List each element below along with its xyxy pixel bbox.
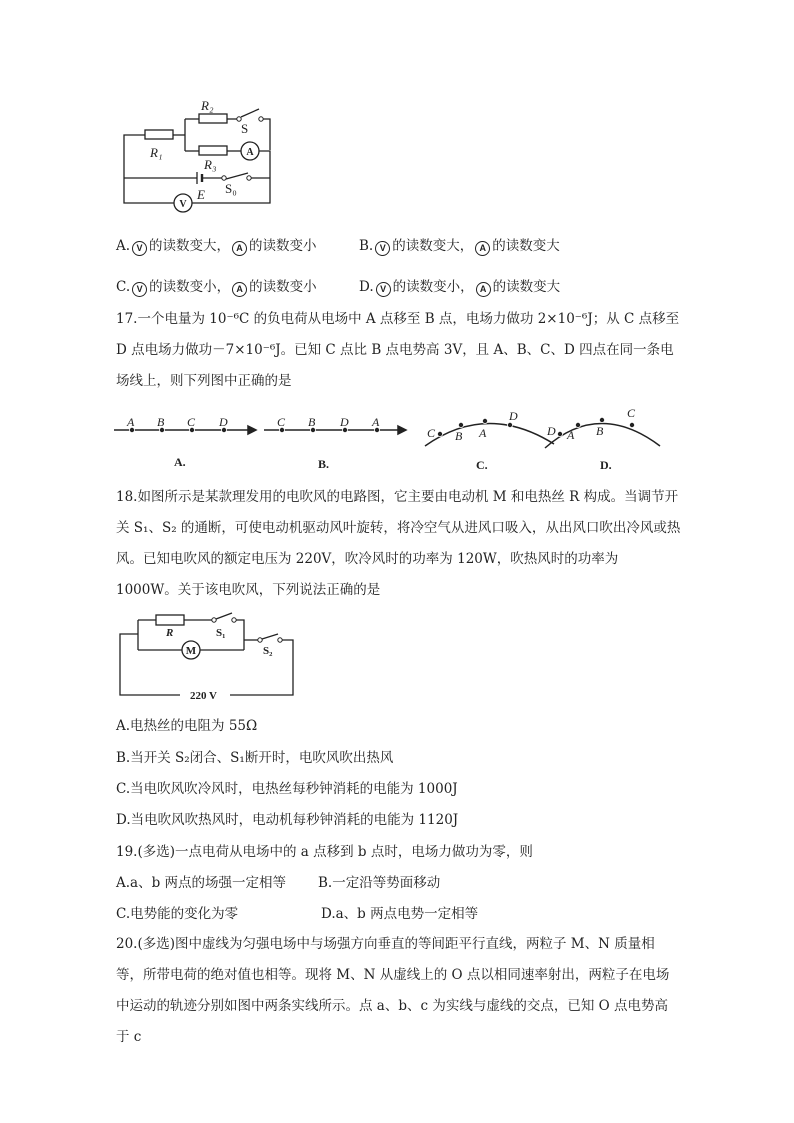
fig-c-point-3: A (479, 426, 487, 440)
label-e: E (197, 187, 205, 202)
q18-option-d: D.当电吹风吹热风时，电动机每秒钟消耗的电能为 1120J (116, 812, 459, 828)
circuit-diagram-2 (118, 612, 303, 702)
fig-c-label: C. (476, 458, 488, 472)
q17-text: 17.一个电量为 10⁻⁶C 的负电荷从电场中 A 点移至 B 点，电场力做功 2×10⁻⁶J；从 C 点移至 D 点电场力做功－7×10⁻⁶J。已知 C 点比 B 点电势高 3V，且 A、B、C、D 四点在同一条电场线上，则下列图中正确的是 (116, 311, 680, 389)
label-r1: R₁ (150, 145, 163, 160)
q16-option-b: B. V 的读数变大， A 的读数变大 (359, 238, 560, 254)
q19-option-d: D.a、b 两点电势一定相等 (321, 906, 479, 922)
ammeter-icon: A (232, 241, 247, 256)
motor-label: M (185, 645, 197, 657)
fig-b-point-1: C (277, 415, 286, 429)
label-s1: S₁ (216, 627, 226, 639)
fig-a-point-2: B (157, 415, 165, 429)
q16-option-c: C. V 的读数变小， A 的读数变小 (116, 279, 317, 295)
q19-option-b: B.一定沿等势面移动 (318, 875, 441, 891)
q18-text: 18.如图所示是某款理发用的电吹风的电路图，它主要由电动机 M 和电热丝 R 构成。当调节开关 S₁、S₂ 的通断，可使电动机驱动风叶旋转，将冷空气从进风口吸入，从出风口吹出冷风或热风。已知电吹风的额定电压为 220V，吹冷风时的功率为 120W，吹热风时的功率为 1000W。关于该电吹风，下列说法正确的是 (116, 489, 681, 598)
label-voltage: 220 V (190, 690, 217, 702)
q18-option-a: A.电热丝的电阻为 55Ω (116, 718, 258, 734)
fig-d-point-4: C (627, 406, 636, 420)
fig-a-point-4: D (219, 415, 228, 429)
label-s: S (241, 121, 249, 136)
circuit-diagram-1 (115, 95, 285, 220)
voltmeter-icon: V (132, 241, 147, 256)
resistor-r1 (145, 130, 173, 139)
q20-text: 20.(多选)图中虚线为匀强电场中与场强方向垂直的等间距平行直线，两粒子 M、N 质量相等，所带电荷的绝对值也相等。现将 M、N 从虚线上的 O 点以相同速率射出，两粒子在电场中运动的轨迹分别如图中两条实线所示。点 a、b、c 为实线与虚线的交点，已知 O 点电势高于 c (116, 936, 670, 1045)
fig-b-label: B. (318, 457, 330, 471)
fig-d-label: D. (600, 458, 612, 472)
label-r: R (166, 627, 174, 639)
ammeter-icon: A (232, 282, 247, 297)
label-r2: R₂ (201, 98, 214, 113)
q18-option-c: C.当电吹风吹冷风时，电热丝每秒钟消耗的电能为 1000J (116, 781, 458, 797)
q19-option-a: A.a、b 两点的场强一定相等 (116, 875, 287, 891)
voltmeter-label: V (179, 199, 187, 210)
voltmeter-icon: V (375, 241, 390, 256)
q16-option-d: D. V 的读数变小， A 的读数变大 (359, 279, 561, 295)
fig-c-point-2: B (455, 429, 463, 443)
resistor-r3 (199, 146, 227, 155)
q19-option-c: C.电势能的变化为零 (116, 906, 239, 922)
q17-figures (112, 408, 672, 476)
q16-option-a: A. V 的读数变大， A 的读数变小 (116, 238, 317, 254)
ammeter-icon: A (475, 241, 490, 256)
fig-b-point-2: B (308, 415, 316, 429)
label-s2: S₂ (263, 645, 273, 657)
fig-b-point-4: A (372, 415, 380, 429)
fig-d-point-2: A (567, 428, 575, 442)
fig-d-point-1: D (547, 424, 556, 438)
fig-c-point-4: D (509, 409, 518, 423)
ammeter-label: A (246, 147, 254, 158)
ammeter-icon: A (476, 282, 491, 297)
fig-a-point-3: C (187, 415, 196, 429)
fig-a-label: A. (174, 455, 186, 469)
voltmeter-icon: V (376, 282, 391, 297)
fig-a-point-1: A (127, 415, 135, 429)
fig-c-point-1: C (427, 426, 436, 440)
fig-b-point-3: D (340, 415, 349, 429)
q18-option-b: B.当开关 S₂闭合、S₁断开时，电吹风吹出热风 (116, 750, 394, 766)
resistor-r-heater (156, 615, 184, 625)
label-s0: S₀ (225, 181, 237, 196)
voltmeter-icon: V (132, 282, 147, 297)
fig-d-point-3: B (596, 424, 604, 438)
resistor-r2 (199, 114, 227, 123)
q19-text: 19.(多选)一点电荷从电场中的 a 点移到 b 点时，电场力做功为零，则 (116, 844, 533, 860)
label-r3: R₃ (204, 157, 217, 172)
